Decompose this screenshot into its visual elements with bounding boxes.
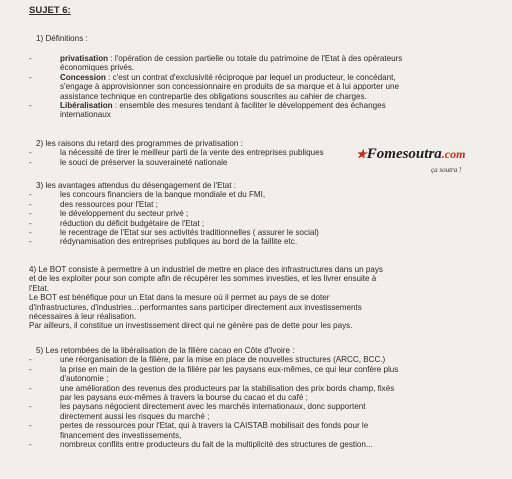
section-5-heading: 5) Les retombées de la libéralisation de la filière cacao en Côte d'Ivoire : [36, 346, 295, 355]
watermark-tagline: ça soutra ! [431, 166, 462, 174]
definition-text: assistance technique en contrepartie des obligations souscrites au cahier de charges. [60, 91, 367, 101]
list-item-text: directement aussi les risques du marché ; [60, 411, 210, 421]
paragraph-line: nécessaires à leur réalisation. [29, 312, 137, 322]
term-concession: Concession [60, 72, 106, 82]
list-item-text: nombreux conflits entre producteurs du fait de la multiplicité des structures de gestion... [60, 440, 373, 450]
definition-text: : l'opération de cession partielle ou totale du patrimoine de l'Etat à des opérateurs [108, 54, 403, 63]
list-item-text: d'autonomie ; [60, 374, 109, 384]
watermark-brand: Fomesoutra [366, 146, 442, 162]
section-3: 3) les avantages attendus du désengagement de l'Etat : - les concours financiers de la banque mondiale et du FMI, - des ressources pour l'Etat ; - le développement du secteur privé ; - réduction du déficit budgétaire de l'Etat ; - le recentrage de l'Etat sur ses activités traditionnelles ( assurer le social) - rédynamisation des entreprises publiques au bord de la faillite etc. [29, 181, 319, 247]
definition-item: - Concession : c'est un contrat d'exclusivité réciproque par lequel un producteur, le concédant, s'engage à approvisionner son concessionnaire en produits de sa marque et à lui apporter une assistance technique en contrepartie des obligations souscrites au cahier de charges. [29, 73, 499, 101]
watermark-tld: .com [441, 147, 466, 161]
section-1 [29, 34, 88, 43]
definition-text: s'engage à approvisionner son concessionnaire en produits de sa marque et à lui apporter une [60, 82, 400, 92]
list-item: - une amélioration des revenus des producteurs par la stabilisation des prix bords champ, fixés par les paysans eux-mêmes à travers la bourse du cacao et du café ; [29, 384, 499, 403]
list-item: le souci de préserver la souveraineté nationale [60, 157, 228, 167]
list-item: - une réorganisation de la filière, par la mise en place de nouvelles structures (ARCC, BCC.) [29, 355, 386, 365]
term-liberalisation: Libéralisation [60, 101, 113, 111]
definition-text: économiques privés. [60, 63, 135, 73]
definition-text: internationaux [60, 110, 111, 120]
list-item: - pertes de ressources pour l'Etat, qui à travers la CAISTAB mobilisait des fonds pour le financement des investissements, [29, 421, 499, 440]
list-item-text: les paysans négocient directement avec les marchés internationaux, donc supportent [60, 402, 366, 412]
list-item-text: une amélioration des revenus des producteurs par la stabilisation des prix bords champ, fixés [60, 383, 395, 393]
star-icon: ★ [356, 147, 367, 161]
list-item: - les paysans négocient directement avec les marchés internationaux, donc supportent directement aussi les risques du marché ; [29, 402, 499, 421]
list-item-text: pertes de ressources pour l'Etat, qui à travers la CAISTAB mobilisait des fonds pour le [60, 421, 369, 431]
list-item: le développement du secteur privé ; [60, 209, 189, 219]
definition-item: - privatisation : l'opération de cession partielle ou totale du patrimoine de l'Etat à des opérateurs économiques privés. [29, 54, 499, 73]
list-item: la nécessité de tirer le meilleur parti de la vente des entreprises publiques [60, 148, 324, 158]
paragraph-line: Par ailleurs, il constitue un investissement direct qui ne génère pas de dette pour les pays. [29, 321, 353, 331]
section-1-list [29, 54, 499, 120]
fomesoutra-watermark [356, 146, 466, 174]
definition-text: : c'est un contrat d'exclusivité réciproque par lequel un producteur, le concédant, [105, 72, 396, 82]
section-4 [29, 265, 499, 331]
section-1-heading: 1) Définitions : [36, 34, 88, 43]
list-item: rédynamisation des entreprises publiques au bord de la faillite etc. [60, 237, 298, 247]
document-title: SUJET 6: [29, 5, 71, 16]
paragraph-line: d'infrastructures, d'industries…performantes sans participer directement aux investissements [29, 302, 362, 312]
definition-item: - Libéralisation : ensemble des mesures tendant à faciliter le développement des échanges internationaux [29, 101, 499, 120]
list-item: - nombreux conflits entre producteurs du fait de la multiplicité des structures de gestion... [29, 440, 373, 450]
list-item-text: la prise en main de la gestion de la filière par les paysans eux-mêmes, ce qui leur confère plus [60, 364, 399, 374]
paragraph-line: Le BOT est bénéfique pour un Etat dans la mesure où il permet au pays de se doter [29, 293, 330, 303]
list-item-text: par les paysans eux-mêmes à travers la bourse du cacao et du café ; [60, 393, 308, 403]
list-item: réduction du déficit budgétaire de l'Etat ; [60, 218, 205, 228]
term-privatisation: privatisation [60, 54, 109, 63]
paragraph-line: 4) Le BOT consiste à permettre à un industriel de mettre en place des infrastructures dans un pays [29, 265, 383, 274]
list-item: le recentrage de l'Etat sur ses activités traditionnelles ( assurer le social) [60, 228, 319, 238]
list-item-text: financement des investissements, [60, 430, 182, 440]
list-item: des ressources pour l'Etat ; [60, 199, 158, 209]
paragraph-line: et de les exploiter pour son compte afin de récupérer les sommes investies, et les livrer ensuite à [29, 274, 377, 284]
paragraph-line: l'Etat. [29, 283, 49, 293]
section-2-heading: 2) les raisons du retard des programmes de privatisation : [36, 139, 243, 148]
section-3-heading: 3) les avantages attendus du désengagement de l'Etat : [36, 181, 236, 190]
list-item: les concours financiers de la banque mondiale et du FMI, [60, 190, 266, 200]
list-item-text: une réorganisation de la filière, par la mise en place de nouvelles structures (ARCC, BCC.) [60, 355, 386, 365]
section-5 [29, 346, 499, 449]
definition-text: : ensemble des mesures tendant à faciliter le développement des échanges [112, 101, 386, 111]
list-item: - la prise en main de la gestion de la filière par les paysans eux-mêmes, ce qui leur confère plus d'autonomie ; [29, 365, 499, 384]
section-2: 2) les raisons du retard des programmes de privatisation : - la nécessité de tirer le meilleur parti de la vente des entreprises publiques - le souci de préserver la souveraineté nationale [29, 139, 324, 167]
